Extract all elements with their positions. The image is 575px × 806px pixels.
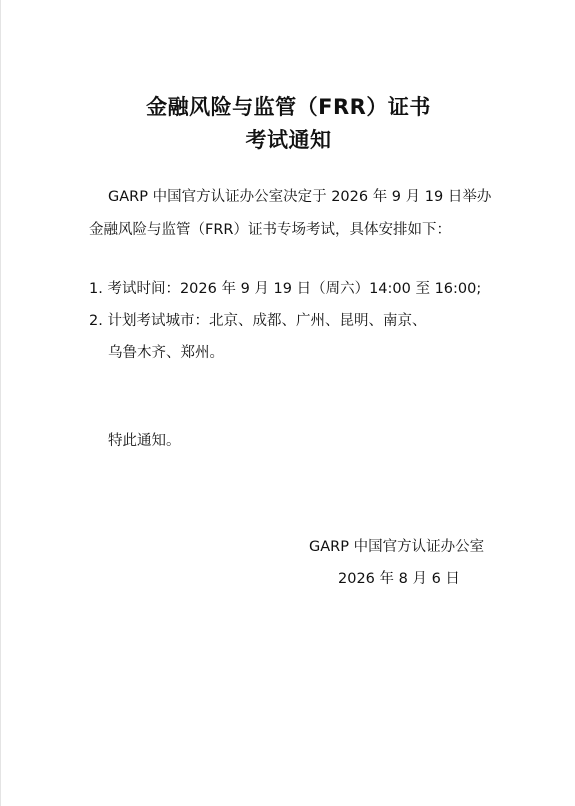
- exam-time-item: 1. 考试时间：2026 年 9 月 19 日（周六）14:00 至 16:00;: [89, 281, 482, 297]
- signature-organization: GARP 中国官方认证办公室: [309, 539, 485, 555]
- notice-title-line1: 金融风险与监管（FRR）证书: [146, 95, 431, 119]
- closing-text: 特此通知。: [108, 433, 181, 449]
- intro-paragraph-line1: GARP 中国官方认证办公室决定于 2026 年 9 月 19 日举办: [108, 189, 492, 205]
- signature-date: 2026 年 8 月 6 日: [338, 571, 460, 587]
- notice-title-line2: 考试通知: [245, 128, 332, 152]
- exam-cities-item-line1: 2. 计划考试城市：北京、成都、广州、昆明、南京、: [89, 313, 427, 329]
- exam-cities-item-line2: 乌鲁木齐、郑州。: [108, 345, 224, 361]
- intro-paragraph-line2: 金融风险与监管（FRR）证书专场考试，具体安排如下：: [89, 222, 451, 238]
